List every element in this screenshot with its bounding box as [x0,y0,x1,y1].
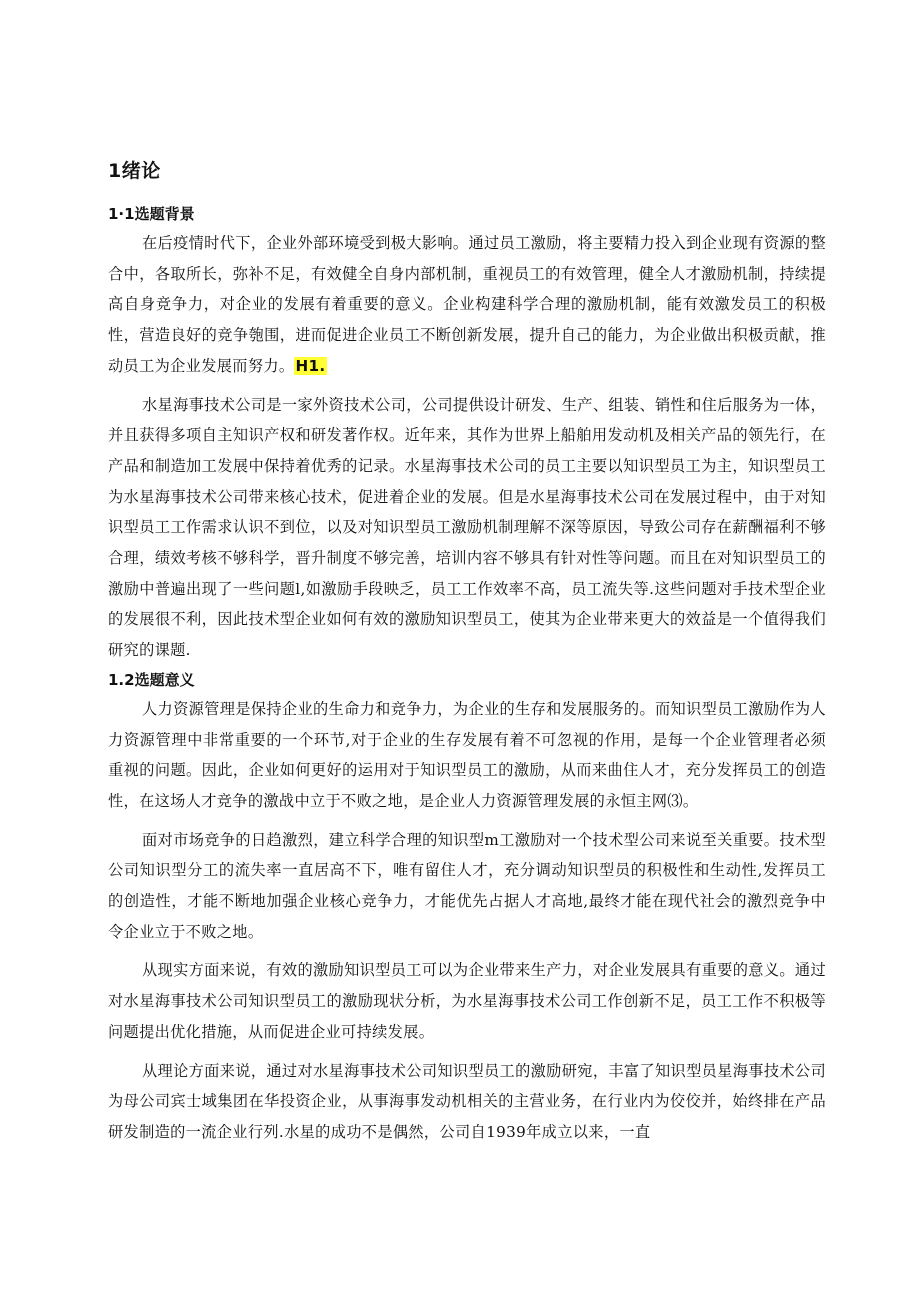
paragraph-text: 在后疫情时代下，企业外部环境受到极大影响。通过员工激励，将主要精力投入到企业现有资源的整合中，各取所长，弥补不足，有效健全自身内部机制，重视员工的有效管理，健全人才激励机制，持续提高自身竞争力，对企业的发展有着重要的意义。企业构建科学合理的激励机制，能有效激发员工的积极性，营造良好的竞争匏围，进而促进企业员工不断创新发展，提升自己的能力，为企业做出积极贡献，推动员工为企业发展而努力。 [108,234,826,375]
paragraph-significance-4: 从理论方面来说，通过对水星海事技术公司知识型员工的激励研宛，丰富了知识型员星海事技术公司为母公司宾士域集团在华投资企业，从事海事发动机相关的主营业务，在行业内为佼佼并，始终排在产品研发制造的一流企业行列.水星的成功不是偶然，公司自1939年成立以来，一直 [108,1061,826,1141]
section-heading-significance: 1.2选题意义 [108,670,195,689]
chapter-title: 1绪论 [108,160,161,182]
paragraph-significance-1: 人力资源管理是保持企业的生命力和竞争力，为企业的生存和发展服务的。而知识型员工激励作为人力资源管理中非常重要的一个环节,对于企业的生存发展有着不可忽视的作用，是每一个企业管理者必须重视的问题。因此，企业如何更好的运用对于知识型员工的激励，从而来曲住人才，充分发挥员工的创造性，在这场人才竞争的激战中立于不败之地，是企业人力资源管理发展的永恒主网⑶。 [108,699,826,810]
paragraph-background-1 [108,228,826,382]
paragraph-significance-3: 从现实方面来说，有效的激励知识型员工可以为企业带来生产力，对企业发展具有重要的意义。通过对水星海事技术公司知识型员工的激励现状分析，为水星海事技术公司工作创新不足，员工工作不积极等问题提出优化措施，从而促进企业可持续发展。 [108,961,826,1041]
paragraph-background-2: 水星海事技术公司是一家外资技术公司，公司提供设计研发、生产、组装、销性和住后服务为一体，并且获得多项自主知识产权和研发著作权。近年来，其作为世界上船舶用发动机及相关产品的领先行，在产品和制造加工发展中保持着优秀的记录。水星海事技术公司的员工主要以知识型员工为主，知识型员工为水星海事技术公司带来核心技术，促进着企业的发展。但是水星海事技术公司在发展过程中，由于对知识型员工工作需求认识不到位，以及对知识型员工激励机制理解不深等原因，导致公司存在薪酬福利不够合理，绩效考核不够科学，晋升制度不够完善，培训内容不够具有针对性等问题。而且在对知识型员工的激励中普遍出现了一些问题l,如激励手段映乏，员工工作效率不高，员工流失等.这些问题对手技术型企业的发展很不利，因此技术型企业如何有效的激励知识型员工，使其为企业带来更大的效益是一个值得我们研究的课题. [108,395,826,660]
section-heading-background: 1·1选题背景 [108,205,195,223]
document-body [108,200,826,1148]
paragraph-significance-2: 面对市场竞争的日趋激烈，建立科学合理的知识型m工激励对一个技术型公司来说至关重要。技术型公司知识型分工的流失率一直居高不下，唯有留住人才，充分调动知识型员的积极性和生动性,发挥员工的创造性，才能不断地加强企业核心竞争力，才能优先占据人才高地,最终才能在现代社会的激烈竞争中令企业立于不败之地。 [108,830,826,941]
highlighted-citation: H1. [295,356,326,375]
